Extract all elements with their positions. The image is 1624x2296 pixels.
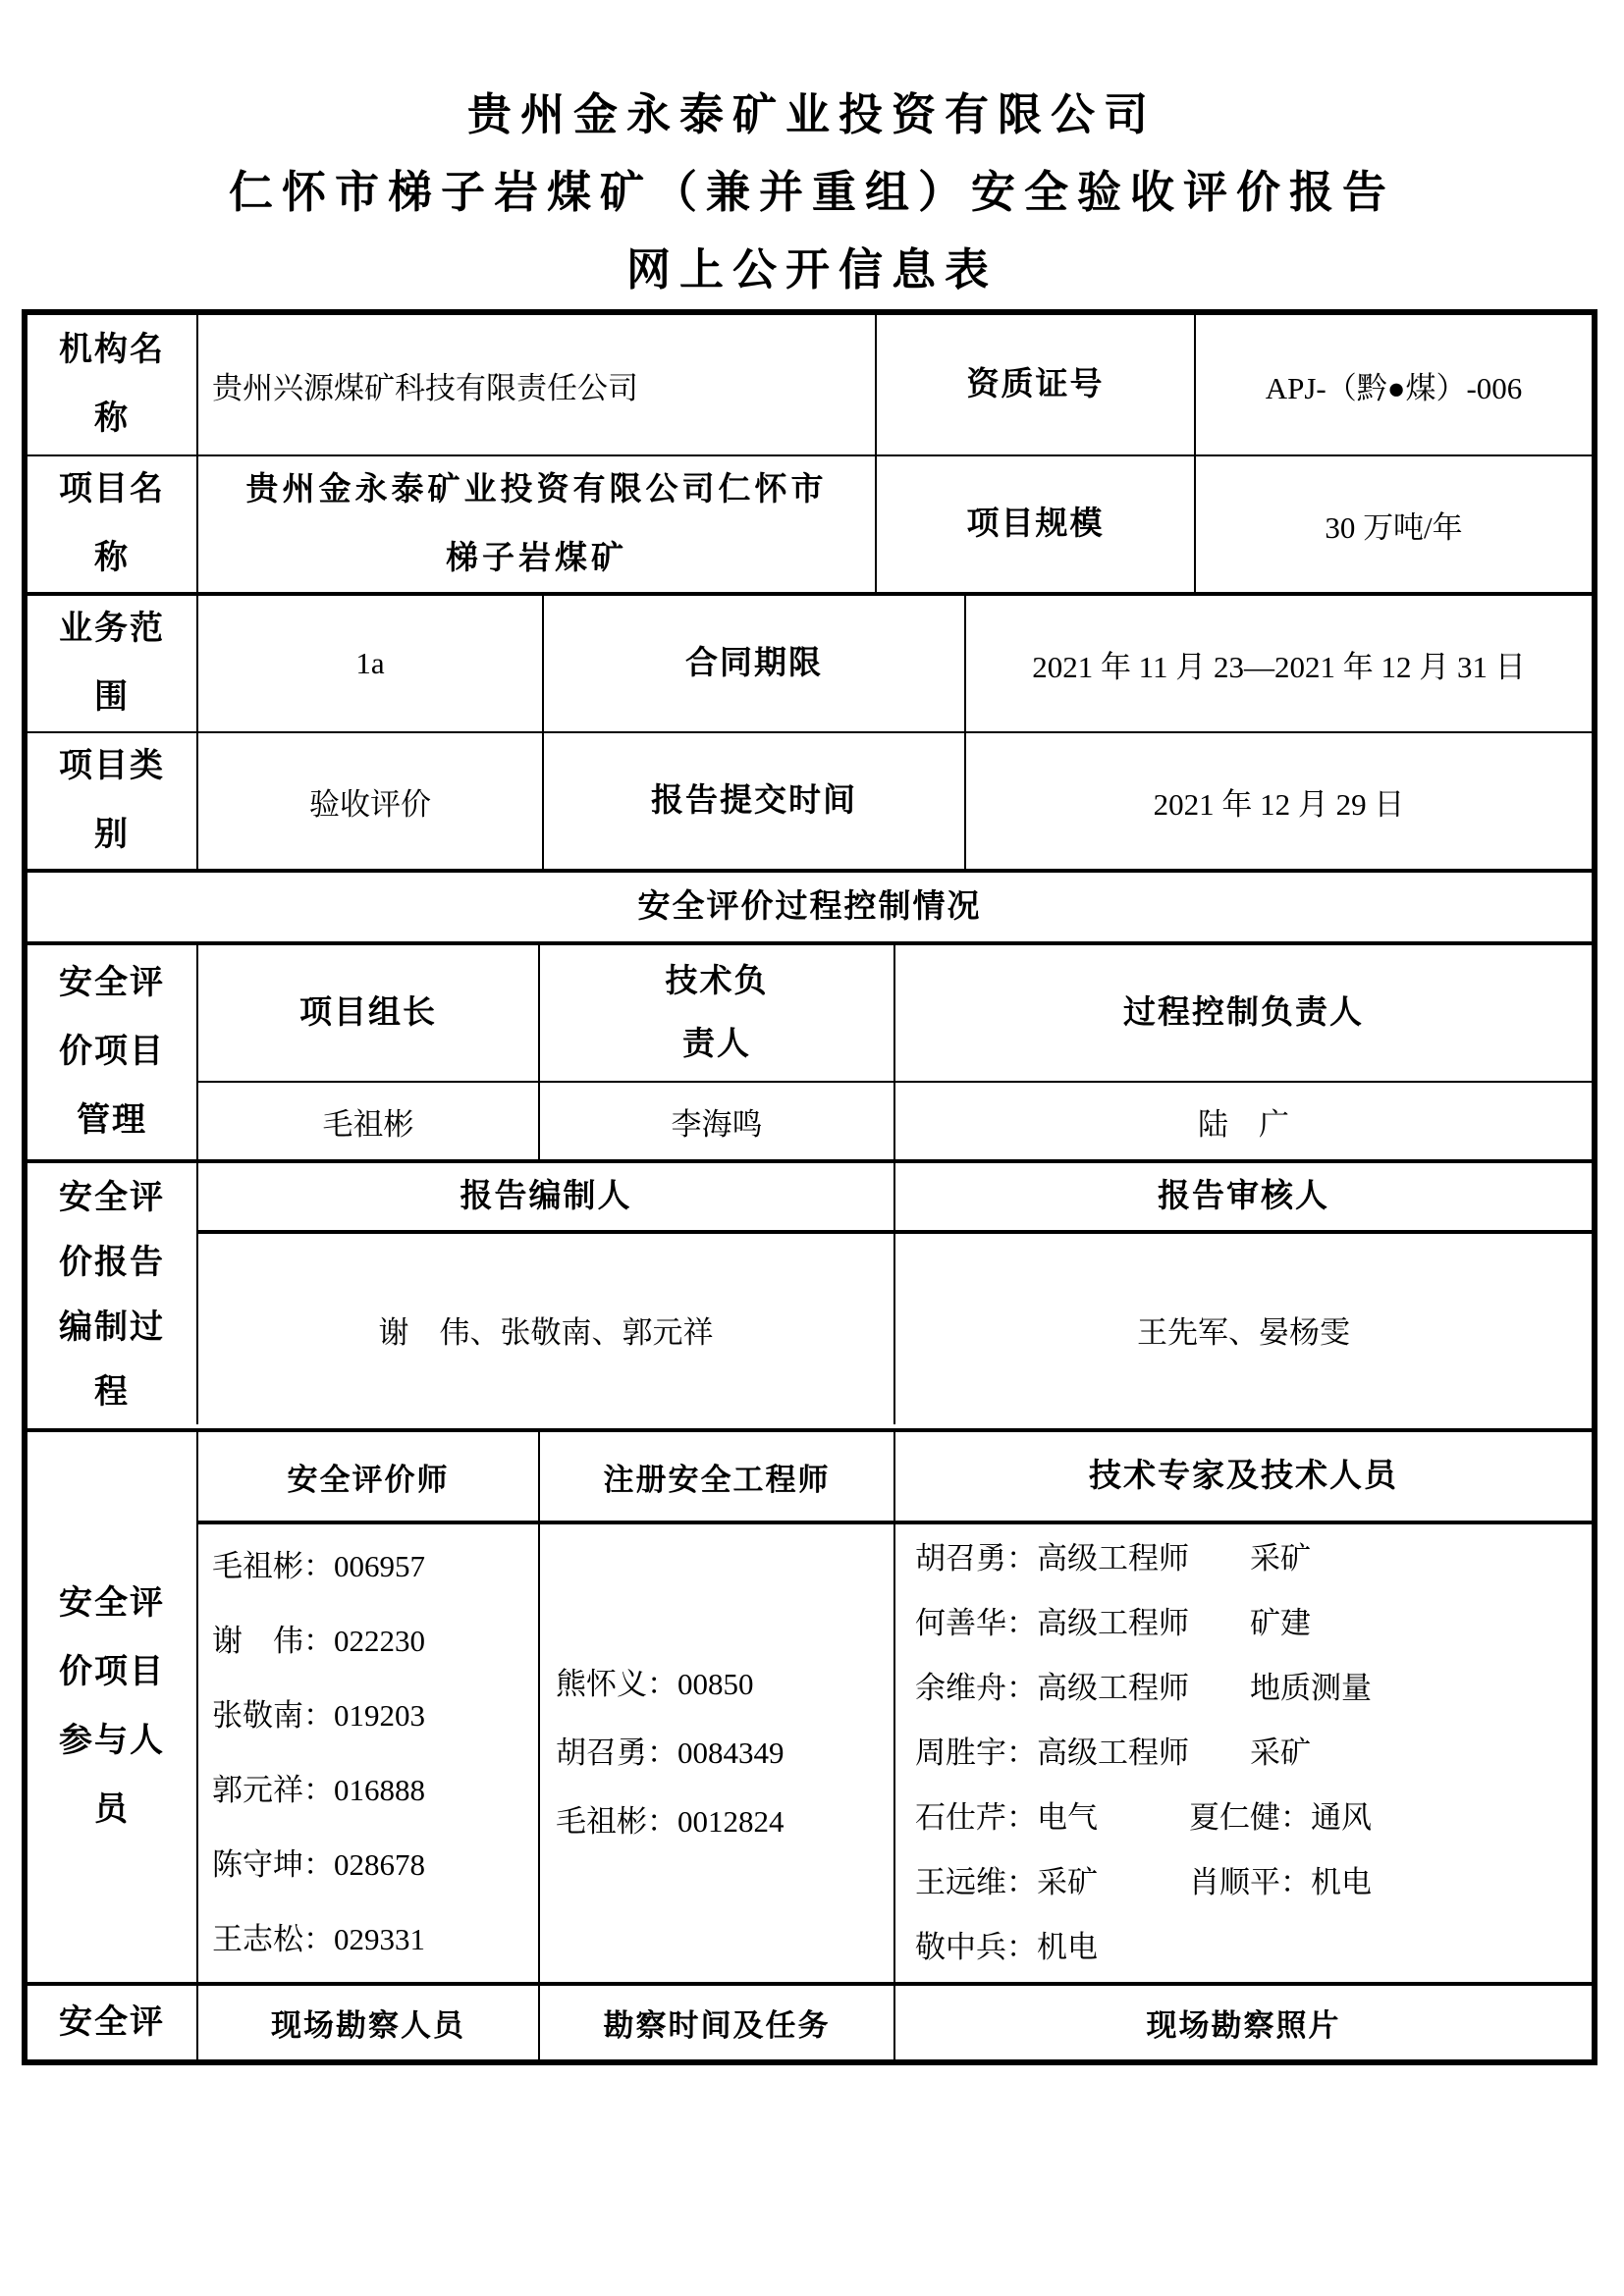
team-leader-header-cell xyxy=(196,945,538,1081)
business-scope-label-cell xyxy=(27,596,196,731)
project-name-value-cell xyxy=(196,456,875,592)
process-control-lead-value: 陆 广 xyxy=(1198,1106,1289,1142)
project-type-value-cell xyxy=(196,733,542,869)
tech-lead-header-line2: 责人 xyxy=(682,1027,751,1062)
report-reviewer-header-cell xyxy=(893,1163,1592,1230)
process-control-lead-value-cell xyxy=(893,1083,1592,1159)
project-name-value-line1: 贵州金永泰矿业投资有限公司仁怀市 xyxy=(245,472,828,507)
contract-period-value: 2021 年 11 月 23—2021 年 12 月 31 日 xyxy=(1032,649,1526,684)
project-type-label-cell xyxy=(27,733,196,869)
list-item: 毛祖彬：006957 xyxy=(212,1549,425,1583)
contract-period-value-cell xyxy=(964,596,1592,731)
registered-engineer-header-cell xyxy=(538,1432,893,1521)
report-submit-time-value-cell xyxy=(964,733,1592,869)
list-item: 胡召勇：0084349 xyxy=(556,1735,785,1770)
document-title-line2: 仁怀市梯子岩煤矿（兼并重组）安全验收评价报告 xyxy=(228,168,1395,217)
list-item: 陈守坤：028678 xyxy=(212,1847,425,1882)
tech-experts-header: 技术专家及技术人员 xyxy=(1089,1459,1398,1494)
process-control-lead-header-cell xyxy=(893,945,1592,1081)
compilation-section-label: 安全评价报告编制过程 xyxy=(59,1180,165,1411)
list-item: 王志松：029331 xyxy=(212,1922,425,1956)
report-reviewer-value-cell xyxy=(893,1234,1592,1424)
site-survey-row xyxy=(27,1982,1592,2059)
tech-experts-list xyxy=(893,1524,1592,1982)
report-reviewer-header: 报告审核人 xyxy=(1158,1179,1329,1214)
document-title-line3: 网上公开信息表 xyxy=(625,245,998,294)
participants-section xyxy=(27,1428,1592,1982)
list-item: 石仕芹：电气 夏仁健：通风 xyxy=(915,1800,1372,1835)
business-scope-label: 业务范围 xyxy=(59,611,165,716)
list-item: 何善华：高级工程师 矿建 xyxy=(915,1606,1311,1640)
tech-lead-header-line1: 技术负 xyxy=(665,964,769,999)
org-name-value: 贵州兴源煤矿科技有限责任公司 xyxy=(212,370,638,405)
team-leader-header: 项目组长 xyxy=(299,995,437,1031)
safety-evaluator-list xyxy=(196,1524,538,1982)
row-business-scope xyxy=(27,592,1592,731)
list-item: 敬中兵：机电 xyxy=(915,1930,1098,1964)
project-type-label: 项目类别 xyxy=(59,748,165,853)
project-scale-value: 30 万吨/年 xyxy=(1325,509,1463,545)
management-section-label-cell xyxy=(27,945,196,1159)
list-item: 张敬南：019203 xyxy=(212,1698,425,1733)
report-writer-header: 报告编制人 xyxy=(460,1179,632,1214)
team-leader-value-cell xyxy=(196,1083,538,1159)
project-scale-value-cell xyxy=(1194,456,1592,592)
list-item: 熊怀义：00850 xyxy=(556,1667,754,1701)
row-organization xyxy=(27,315,1592,454)
process-control-header-cell xyxy=(27,873,1592,941)
compilation-header-row xyxy=(196,1163,1592,1230)
report-submit-time-value: 2021 年 12 月 29 日 xyxy=(1153,786,1405,822)
process-control-lead-header: 过程控制负责人 xyxy=(1123,995,1364,1031)
list-item: 郭元祥：016888 xyxy=(212,1773,425,1807)
participants-header-row xyxy=(196,1432,1592,1521)
management-section xyxy=(27,941,1592,1159)
management-values-row xyxy=(196,1081,1592,1159)
list-item: 毛祖彬：0012824 xyxy=(556,1804,785,1839)
project-scale-label: 项目规模 xyxy=(966,507,1105,542)
row-project-type xyxy=(27,731,1592,869)
compilation-values-row xyxy=(196,1230,1592,1424)
process-control-section-header xyxy=(27,869,1592,941)
list-item: 王远维：采矿 肖顺平：机电 xyxy=(915,1865,1372,1899)
tech-lead-value: 李海鸣 xyxy=(671,1106,763,1142)
management-section-label: 安全评价项目管理 xyxy=(59,965,165,1139)
management-section-body xyxy=(196,945,1592,1159)
report-writer-value: 谢 伟、张敬南、郭元祥 xyxy=(378,1314,714,1350)
participants-section-label-cell xyxy=(27,1432,196,1982)
document-header xyxy=(0,0,1624,309)
cert-number-label: 资质证号 xyxy=(966,367,1105,402)
document-title-line1: 贵州金永泰矿业投资有限公司 xyxy=(466,90,1157,139)
contract-period-label: 合同期限 xyxy=(685,646,823,681)
tech-lead-value-cell xyxy=(538,1083,893,1159)
compilation-section xyxy=(27,1159,1592,1428)
list-item: 胡召勇：高级工程师 采矿 xyxy=(915,1541,1311,1575)
org-name-value-cell xyxy=(196,315,875,454)
compilation-section-body xyxy=(196,1163,1592,1428)
survey-photos-header: 现场勘察照片 xyxy=(1146,2008,1341,2043)
info-table xyxy=(22,309,1597,2065)
cert-number-label-cell xyxy=(875,315,1194,454)
survey-photos-header-cell xyxy=(893,1986,1592,2059)
cert-number-value-cell xyxy=(1194,315,1592,454)
list-item: 周胜宇：高级工程师 采矿 xyxy=(915,1735,1311,1770)
project-type-value: 验收评价 xyxy=(309,786,431,822)
org-name-label-cell xyxy=(27,315,196,454)
list-item: 余维舟：高级工程师 地质测量 xyxy=(915,1671,1372,1705)
contract-period-label-cell xyxy=(542,596,964,731)
participants-section-body xyxy=(196,1432,1592,1982)
tech-lead-header-cell xyxy=(538,945,893,1081)
report-writer-value-cell xyxy=(196,1234,893,1424)
cert-number-value: APJ-（黔●煤）-006 xyxy=(1265,370,1523,405)
site-survey-label: 安全评 xyxy=(59,2003,165,2041)
survey-time-task-header-cell xyxy=(538,1986,893,2059)
participants-section-label: 安全评价项目参与人员 xyxy=(59,1585,165,1828)
registered-engineer-list xyxy=(538,1524,893,1982)
row-project-name xyxy=(27,454,1592,592)
site-survey-label-cell xyxy=(27,1986,196,2059)
process-control-header-text: 安全评价过程控制情况 xyxy=(637,889,982,925)
report-reviewer-value: 王先军、晏杨雯 xyxy=(1137,1314,1350,1350)
org-name-label: 机构名称 xyxy=(59,332,165,437)
tech-experts-header-cell xyxy=(893,1432,1592,1521)
safety-evaluator-header-cell xyxy=(196,1432,538,1521)
registered-engineer-header: 注册安全工程师 xyxy=(603,1462,831,1497)
report-submit-time-label: 报告提交时间 xyxy=(651,783,857,819)
report-submit-time-label-cell xyxy=(542,733,964,869)
business-scope-value: 1a xyxy=(355,646,385,680)
project-scale-label-cell xyxy=(875,456,1194,592)
report-writer-header-cell xyxy=(196,1163,893,1230)
survey-personnel-header-cell xyxy=(196,1986,538,2059)
management-header-row xyxy=(196,945,1592,1081)
safety-evaluator-header: 安全评价师 xyxy=(287,1462,450,1497)
compilation-section-label-cell xyxy=(27,1163,196,1428)
project-name-label: 项目名称 xyxy=(59,471,165,576)
project-name-label-cell xyxy=(27,456,196,592)
survey-time-task-header: 勘察时间及任务 xyxy=(603,2008,831,2043)
list-item: 谢 伟：022230 xyxy=(212,1624,425,1658)
team-leader-value: 毛祖彬 xyxy=(322,1106,414,1142)
business-scope-value-cell xyxy=(196,596,542,731)
survey-personnel-header: 现场勘察人员 xyxy=(271,2008,465,2043)
participants-lists-row xyxy=(196,1521,1592,1982)
project-name-value-line2: 梯子岩煤矿 xyxy=(446,541,627,576)
